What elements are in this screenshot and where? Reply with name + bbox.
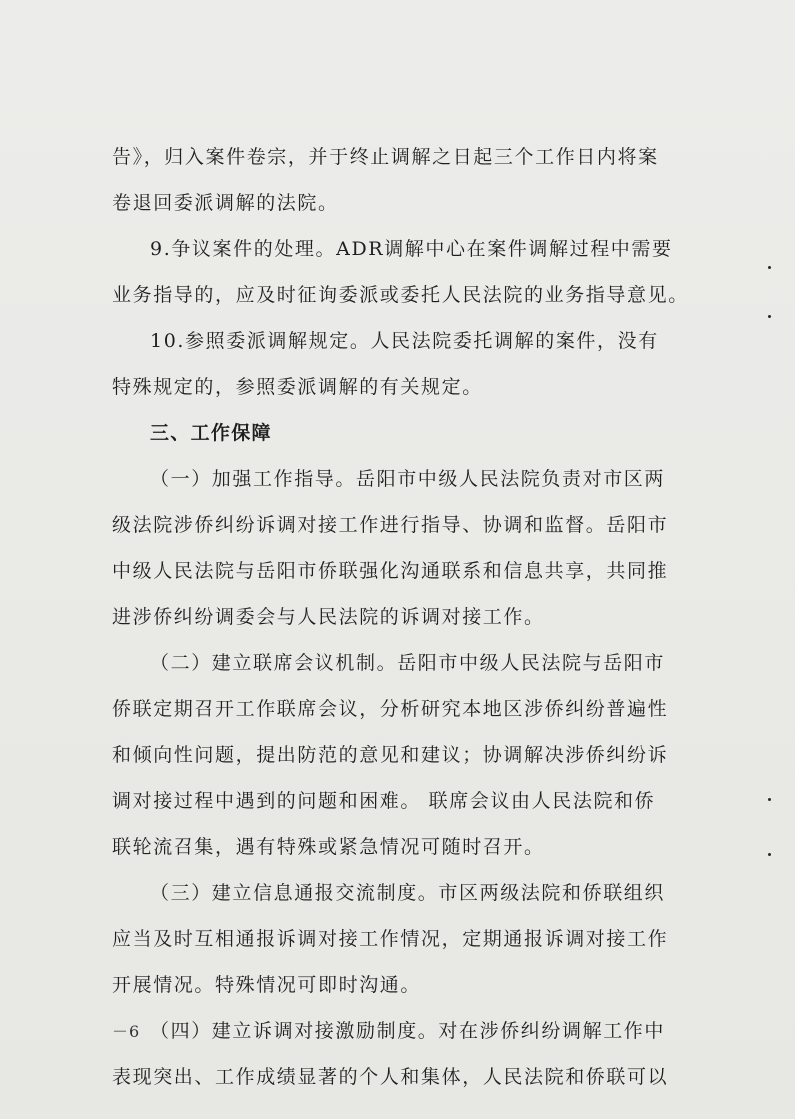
text-line-20: （四）建立诉调对接激励制度。对在涉侨纠纷调解工作中 bbox=[150, 1020, 666, 1042]
text-line-2: 卷退回委派调解的法院。 bbox=[112, 192, 339, 214]
text-line-15: 调对接过程中遇到的问题和困难。 联席会议由人民法院和侨 bbox=[112, 790, 656, 812]
scan-dot-1 bbox=[768, 266, 771, 269]
text-line-9: 级法院涉侨纠纷诉调对接工作进行指导、协调和监督。岳阳市 bbox=[112, 514, 669, 536]
text-line-18: 应当及时互相通报诉调对接工作情况，定期通报诉调对接工作 bbox=[112, 928, 669, 950]
scan-dot-3 bbox=[768, 798, 771, 801]
text-line-11: 进涉侨纠纷调委会与人民法院的诉调对接工作。 bbox=[112, 606, 545, 628]
text-line-4: 业务指导的，应及时征询委派或委托人民法院的业务指导意见。 bbox=[112, 284, 689, 306]
text-line-14: 和倾向性问题，提出防范的意见和建议；协调解决涉侨纠纷诉 bbox=[112, 744, 669, 766]
scan-dot-4 bbox=[768, 853, 771, 856]
text-line-6: 特殊规定的，参照委派调解的有关规定。 bbox=[112, 376, 483, 398]
text-line-5: 10.参照委派调解规定。人民法院委托调解的案件，没有 bbox=[150, 330, 659, 352]
text-line-21: 表现突出、工作成绩显著的个人和集体，人民法院和侨联可以 bbox=[112, 1066, 669, 1088]
text-line-17: （三）建立信息通报交流制度。市区两级法院和侨联组织 bbox=[150, 882, 666, 904]
scan-dot-2 bbox=[768, 315, 771, 318]
text-line-1: 告》，归入案件卷宗，并于终止调解之日起三个工作日内将案 bbox=[112, 146, 659, 168]
text-line-10: 中级人民法院与岳阳市侨联强化沟通联系和信息共享，共同推 bbox=[112, 560, 669, 582]
text-line-16: 联轮流召集，遇有特殊或紧急情况可随时召开。 bbox=[112, 836, 545, 858]
document-body bbox=[112, 134, 712, 1100]
text-line-3: 9.争议案件的处理。ADR调解中心在案件调解过程中需要 bbox=[150, 238, 673, 260]
section-heading: 三、工作保障 bbox=[150, 422, 272, 444]
text-line-19: 开展情况。特殊情况可即时沟通。 bbox=[112, 974, 422, 996]
text-line-12: （二）建立联席会议机制。岳阳市中级人民法院与岳阳市 bbox=[150, 652, 666, 674]
text-line-13: 侨联定期召开工作联席会议，分析研究本地区涉侨纠纷普遍性 bbox=[112, 698, 669, 720]
page-number: －6 bbox=[112, 1022, 141, 1041]
text-line-8: （一）加强工作指导。岳阳市中级人民法院负责对市区两 bbox=[150, 468, 666, 490]
